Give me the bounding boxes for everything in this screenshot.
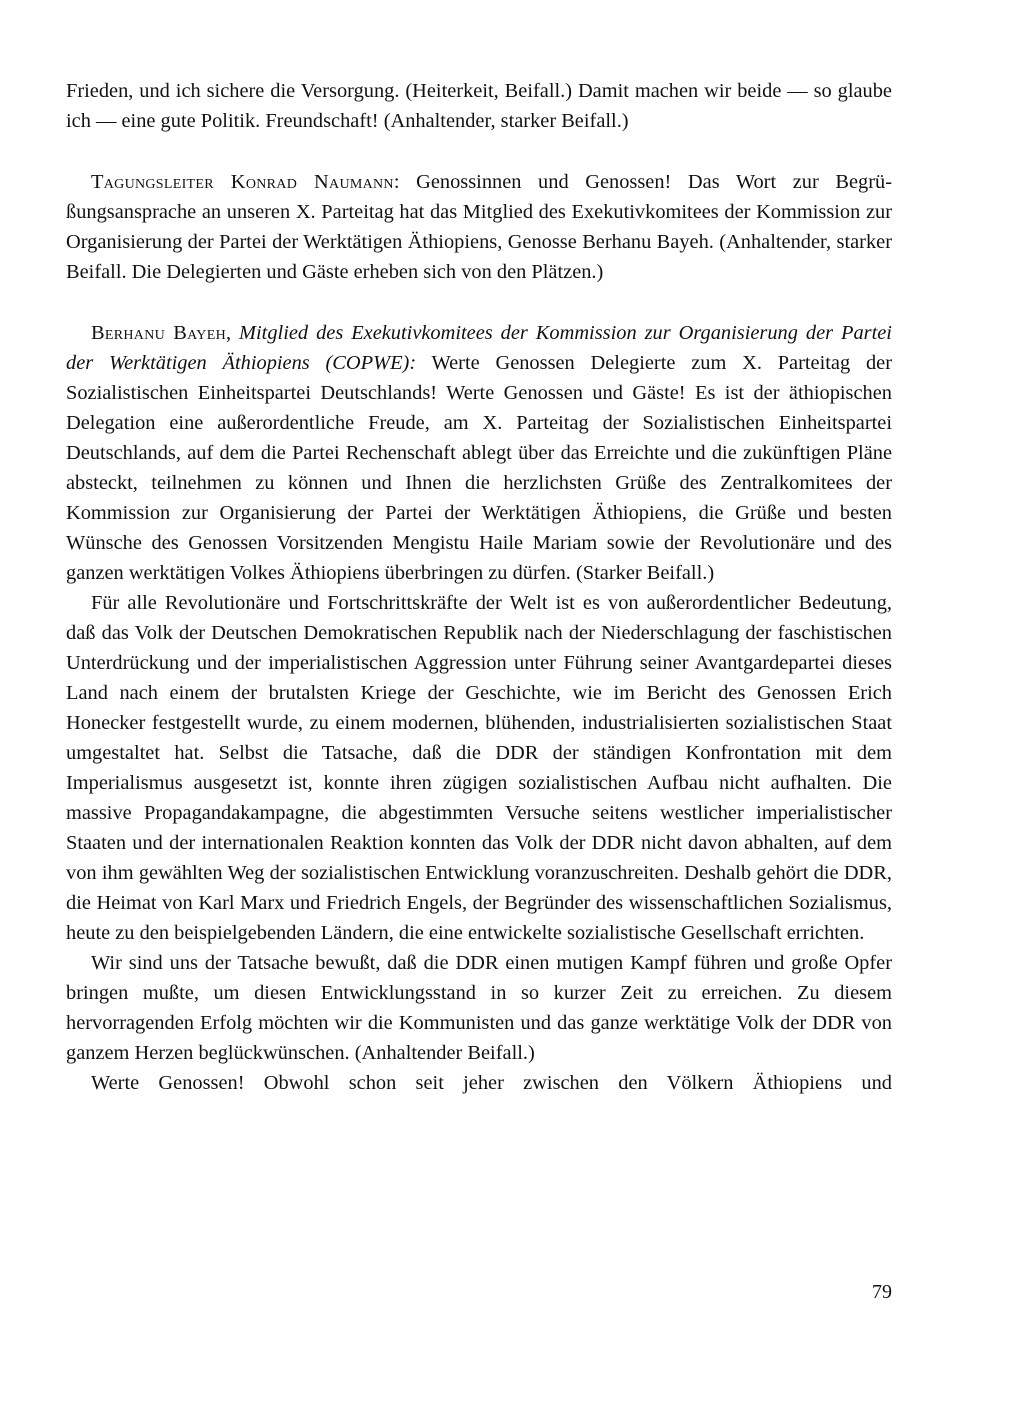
paragraph-text: Für alle Revolutionäre und Fortschrittskräfte der Welt ist es von außerordentlicher Bedeutung, daß das Volk der Deutschen Demokratischen Republik nach der Niederschlagung der faschistischen Unterdrückung und der imperialistischen Aggression unter Führung seiner Avantgardepartei dieses Land nach einem der brutalsten Kriege der Geschichte, wie im Bericht des Genossen Erich Honecker festgestellt wurde, zu einem modernen, blühenden, industrialisierten sozialistischen Staat umgestaltet hat. Selbst die Tatsache, daß die DDR der ständigen Konfrontation mit dem Imperialismus ausgesetzt ist, konnte ihren zügigen sozialistischen Aufbau nicht aufhalten. Die massive Propagandakampagne, die abgestimmten Versuche seitens westlicher imperialistischer Staaten und der internationalen Reaktion konnten das Volk der DDR nicht davon abhalten, auf dem von ihm gewählten Weg der sozialistischen Entwicklung voranzuschreiten. Deshalb gehört die DDR, die Heimat von Karl Marx und Friedrich Engels, der Begründer des wissenschaftlichen Sozialismus, heute zu den beispielgebenden Ländern, die eine entwickelte sozialistische Gesellschaft errichten.	[66, 592, 892, 944]
paragraph-text: Genossinnen und Genossen! Das Wort zur Begrüßungsansprache an unseren X. Parteitag hat das Mitglied des Exekutivkomitees der Kommission zur Organisierung der Partei der Werktätigen Äthiopiens, Genosse Berhanu Bayeh. (Anhaltender, starker Beifall. Die Delegierten und Gäste erheben sich von den Plätzen.)	[66, 171, 893, 283]
page-number: 79	[872, 1281, 892, 1303]
paragraph-revolutionaries	[66, 588, 892, 948]
speaker-name: Tagungsleiter Konrad Naumann	[91, 171, 394, 193]
paragraph-continuation	[66, 76, 892, 136]
paragraph-text: Frieden, und ich sichere die Versorgung. (Heiterkeit, Beifall.) Damit machen wir beide — so glaube ich — eine gute Politik. Freundschaft! (Anhaltender, starker Beifall.)	[66, 80, 892, 132]
speaker-role: Mitglied des Exekutivkomitees der Kommission zur Organisierung der Partei der Werktätigen Äthiopiens (COPWE):	[66, 322, 892, 374]
paragraph-text: Wir sind uns der Tatsache bewußt, daß die DDR einen mutigen Kampf führen und große Opfer bringen mußte, um diesen Entwicklungsstand in so kurzer Zeit zu erreichen. Zu diesem hervorragenden Erfolg möchten wir die Kommunisten und das ganze werktätige Volk der DDR von ganzem Herzen beglückwünschen. (Anhaltender Beifall.)	[66, 952, 892, 1064]
paragraph-naumann	[66, 167, 892, 287]
page-body	[66, 76, 892, 1098]
paragraph-text: Werte Genossen! Obwohl schon seit jeher zwischen den Völkern Äthiopiens und	[91, 1072, 892, 1094]
paragraph-final	[66, 1068, 892, 1098]
paragraph-text: Werte Genossen Delegierte zum X. Parteitag der Sozialistischen Einheitspartei Deutschlands! Werte Genossen und Gäste! Es ist der äthiopischen Delegation eine außerordentliche Freude, am X. Parteitag der Sozialistischen Einheitspartei Deutschlands, auf dem die Partei Rechenschaft ablegt über das Erreichte und die zukünftigen Pläne absteckt, teilnehmen zu können und Ihnen die herzlichsten Grüße des Zentralkomitees der Kommission zur Organisierung der Partei der Werktätigen Äthiopiens, die Grüße und besten Wünsche des Genossen Vorsitzenden Mengistu Haile Mariam sowie der Revolutionäre und des ganzen werktätigen Volkes Äthiopiens überbringen zu dürfen. (Starker Beifall.)	[66, 352, 892, 584]
speaker-separator: :	[393, 171, 400, 193]
paragraph-congratulations	[66, 948, 892, 1068]
paragraph-bayeh: Berhanu Bayeh, Mitglied des Exekutivkomitees der Kommission zur Organisierung der Partei der Werktätigen Äthiopiens (COPWE): Werte Genossen Delegierte zum X. Parteitag der Sozialistischen Einheitspartei Deutschlands! Werte Genossen und Gäste! Es ist der äthiopischen Delegation eine außerordentliche Freude, am X. Parteitag der Sozialistischen Einheitspartei Deutschlands, auf dem die Partei Rechenschaft ablegt über das Erreichte und die zukünftigen Pläne absteckt, teilnehmen zu können und Ihnen die herzlichsten Grüße des Zentralkomitees der Kommission zur Organisierung der Partei der Werktätigen Äthiopiens, die Grüße und besten Wünsche des Genossen Vorsitzenden Mengistu Haile Mariam sowie der Revolutionäre und des ganzen werktätigen Volkes Äthiopiens überbringen zu dürfen. (Starker Beifall.)	[66, 322, 892, 584]
speaker-name: Berhanu Bayeh	[91, 322, 226, 344]
